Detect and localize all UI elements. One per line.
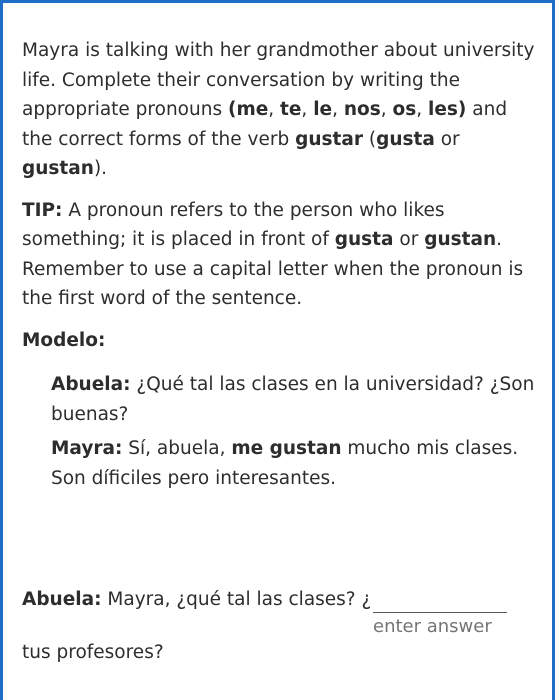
intro-text-2: and the correct forms of the verb [22, 99, 508, 150]
tip-text: A pronoun refers to the person who likes something; it is placed in front of [22, 199, 445, 250]
pronoun-te: te [280, 99, 302, 120]
form-gustan: gustan [22, 158, 94, 179]
intro-text: Mayra is talking with her grandmother about university life. Complete their conversation by writing the appropriate pronouns [22, 40, 535, 120]
exercise-line [22, 585, 537, 615]
tip-paragraph [22, 196, 537, 314]
pronoun-list-close: ) [457, 99, 467, 120]
speaker-mayra: Mayra: [51, 438, 123, 459]
instructions [22, 36, 537, 498]
tip-text-2: or [393, 229, 425, 250]
modelo-answer-example: me gustan [231, 438, 342, 459]
exercise-text: Mayra, ¿qué tal las clases? ¿ [101, 589, 372, 610]
tip-label: TIP: [22, 199, 63, 221]
modelo-line-mayra [51, 434, 537, 493]
pronoun-les: les [428, 99, 458, 120]
exercise-speaker-abuela: Abuela: [22, 589, 102, 610]
intro-text-4: or [434, 128, 460, 150]
tip-text-3: . Remember to use a capital letter when the pronoun is the first word of the sentence. [22, 229, 524, 309]
tip-form-gusta: gusta [334, 229, 394, 250]
tip-form-gustan: gustan [424, 229, 497, 250]
modelo-title: Modelo: [22, 329, 106, 351]
intro-text-3: ( [362, 128, 377, 150]
verb-gustar: gustar [295, 128, 363, 150]
modelo-line2-post: mucho mis clases. Son díficiles pero interesantes. [51, 438, 519, 489]
pronoun-nos: nos [343, 99, 381, 120]
answer-placeholder[interactable]: enter answer [373, 616, 492, 637]
pronoun-os: os [392, 99, 417, 120]
pronoun-list-open: ( [227, 99, 237, 120]
speaker-abuela: Abuela: [51, 374, 131, 395]
modelo-dialog [22, 370, 537, 493]
exercise-continuation: tus profesores? [22, 642, 164, 663]
intro-paragraph: Mayra is talking with her grandmother about university life. Complete their conversation by writing the appropriate pronouns (me, te, le, nos, os, les) and the correct forms of the verb gustar (gusta or gustan). [22, 40, 535, 179]
form-gusta: gusta [376, 128, 435, 150]
pronoun-me: me [236, 99, 269, 120]
modelo-line-abuela [51, 370, 537, 429]
intro-text-5: ). [93, 158, 108, 179]
answer-input[interactable] [373, 612, 507, 613]
modelo-line1-text: ¿Qué tal las clases en la universidad? ¿Son buenas? [51, 374, 535, 425]
modelo-line2-pre: Sí, abuela, [122, 438, 232, 459]
pronoun-le: le [313, 99, 333, 120]
